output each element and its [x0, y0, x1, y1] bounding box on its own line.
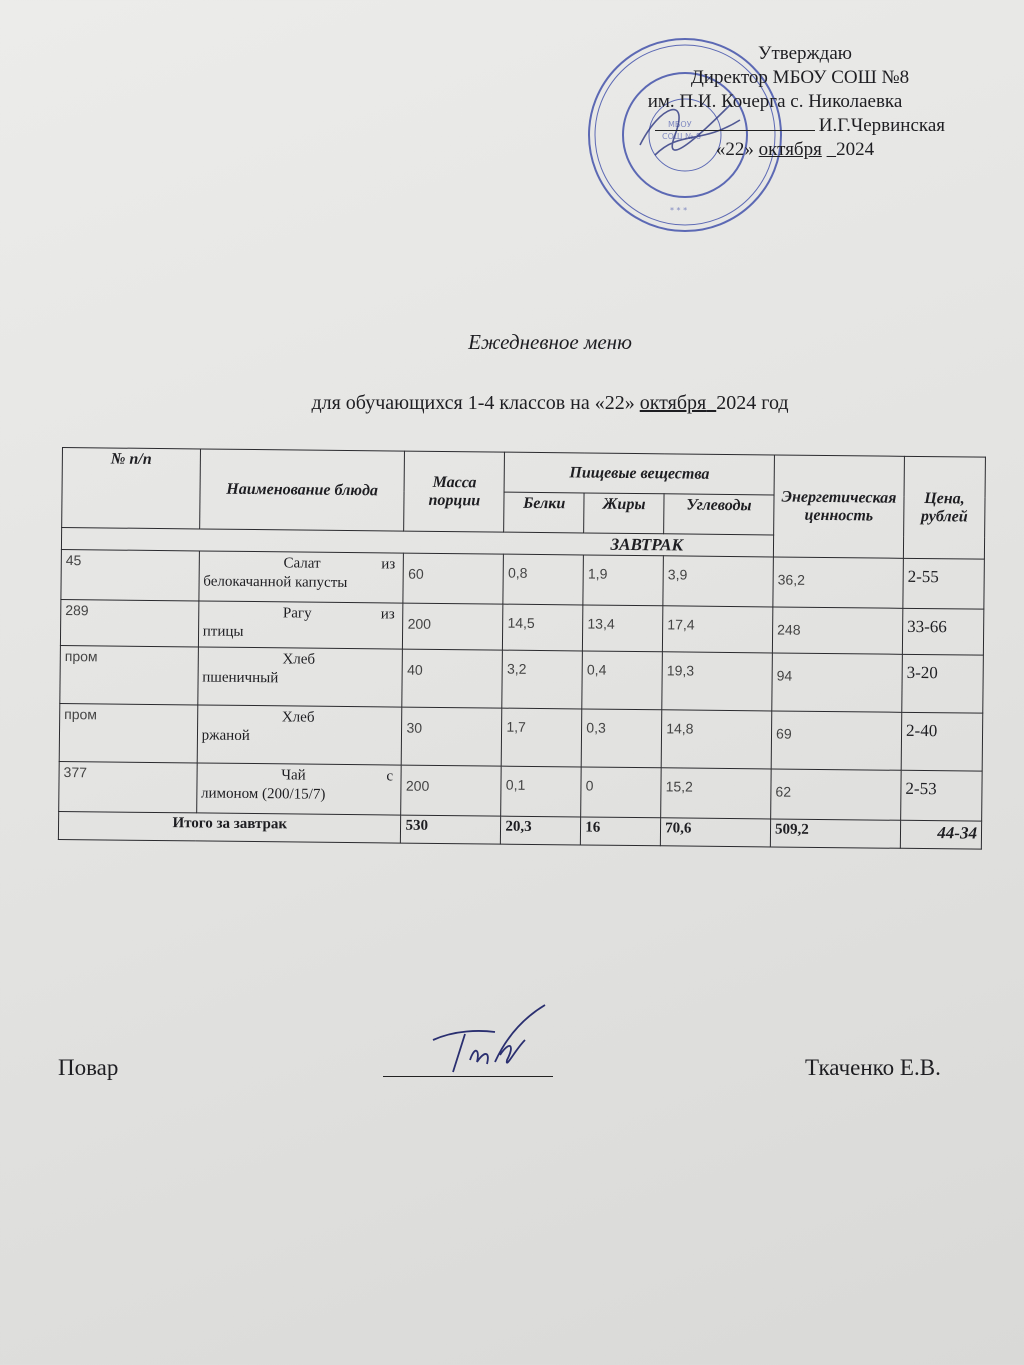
cook-name: Ткаченко Е.В.: [805, 1055, 941, 1080]
row-num: пром: [60, 645, 198, 704]
header-fat: Жиры: [584, 493, 664, 534]
cook-signature: [425, 1000, 555, 1080]
row-protein: 0,8: [503, 554, 583, 605]
approval-heading: Утверждаю: [758, 43, 852, 64]
total-protein: 20,3: [501, 816, 581, 845]
row-price: 3-20: [902, 654, 984, 713]
row-mass: 200: [401, 765, 501, 816]
row-protein: 3,2: [502, 650, 583, 709]
row-mass: 30: [402, 707, 502, 766]
header-energy: Энергетическая ценность: [773, 455, 904, 558]
header-carbs: Углеводы: [664, 494, 774, 535]
header-name: Наименование блюда: [199, 449, 405, 531]
approval-date: «22» октября 2024: [715, 139, 875, 160]
approval-director-name: И.Г.Червинская: [818, 115, 945, 136]
row-num: 45: [61, 549, 199, 600]
section-breakfast: ЗАВТРАК: [61, 528, 773, 557]
total-price: 44-34: [900, 820, 981, 849]
row-price: 2-40: [901, 712, 983, 771]
menu-table: [58, 447, 986, 850]
row-dish-name: Чай с лимоном (200/15/7): [196, 763, 401, 815]
header-num: № п/п: [62, 448, 201, 529]
svg-text:МБОУ: МБОУ: [668, 120, 692, 129]
header-nutrients: Пищевые вещества: [504, 452, 774, 495]
row-carbs: 14,8: [661, 710, 771, 769]
row-mass: 40: [402, 649, 502, 708]
row-carbs: 3,9: [663, 556, 773, 607]
svg-text:* * *: * * *: [670, 206, 688, 215]
approval-block: [595, 42, 955, 162]
header-protein: Белки: [504, 492, 584, 533]
approval-signatory: [595, 114, 955, 138]
row-mass: 200: [403, 603, 503, 650]
row-fat: 0,4: [582, 651, 663, 710]
total-carbs: 70,6: [661, 818, 771, 847]
row-energy: 69: [771, 711, 902, 770]
row-carbs: 17,4: [663, 606, 773, 653]
row-num: пром: [59, 703, 197, 762]
svg-text:СОШ № 8: СОШ № 8: [662, 132, 701, 141]
approval-position: Директор МБОУ СОШ №8: [690, 67, 910, 88]
row-mass: 60: [403, 553, 503, 604]
total-fat: 16: [581, 817, 661, 846]
row-protein: 1,7: [502, 708, 583, 767]
row-price: 33-66: [902, 608, 983, 655]
row-dish-name: Хлеб пшеничный: [198, 647, 403, 707]
row-fat: 13,4: [583, 605, 663, 652]
row-dish-name: Салат из белокачанной капусты: [199, 551, 404, 603]
cook-label: Повар: [58, 1055, 119, 1080]
page-title: Ежедневное меню: [468, 330, 632, 354]
row-num: 289: [60, 599, 198, 646]
page-subtitle: для обучающихся 1-4 классов на «22» октября 2024 год: [311, 392, 789, 414]
row-protein: 0,1: [501, 766, 581, 817]
row-fat: 0: [581, 767, 661, 818]
header-price: Цена, рублей: [903, 456, 985, 559]
table-row: [59, 703, 983, 771]
table-row: [60, 645, 984, 713]
row-energy: 94: [772, 653, 903, 712]
row-num: 377: [59, 761, 197, 812]
row-carbs: 15,2: [661, 768, 771, 819]
total-label: Итого за завтрак: [58, 811, 401, 843]
row-energy: 36,2: [773, 557, 903, 608]
row-energy: 62: [771, 769, 901, 820]
total-energy: 509,2: [770, 819, 900, 848]
row-energy: 248: [772, 607, 902, 654]
row-price: 2-53: [901, 770, 983, 821]
row-fat: 0,3: [581, 709, 662, 768]
header-mass: Масса порции: [404, 451, 505, 532]
row-protein: 14,5: [503, 604, 583, 651]
row-price: 2-55: [903, 558, 985, 609]
row-dish-name: Хлеб ржаной: [197, 705, 402, 765]
row-dish-name: Рагу из птицы: [198, 601, 403, 649]
row-fat: 1,9: [583, 555, 663, 606]
row-carbs: 19,3: [662, 652, 772, 711]
approval-school: им. П.И. Кочерга с. Николаевка: [647, 91, 903, 112]
total-mass: 530: [401, 815, 501, 844]
